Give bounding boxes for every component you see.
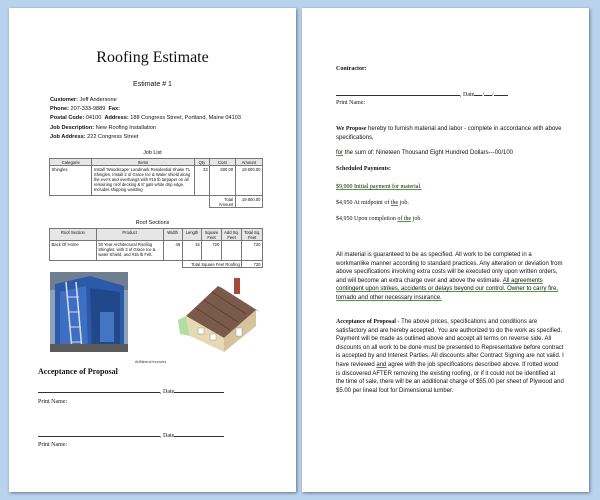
signature-line-1[interactable]: , Date — [38, 389, 224, 395]
estimate-page-2 — [302, 8, 589, 492]
scheduled-payments-label: Scheduled Payments: — [336, 166, 391, 172]
image-caption: ArtMineral Innovers — [135, 360, 167, 364]
customer-name: Jeff Andersone — [79, 97, 117, 103]
roofing-work-photo — [50, 272, 128, 352]
estimate-page-1 — [9, 8, 296, 492]
roof-sections-table: Roof Section Product Width Length Square Feet Add Sq. Feet Total Sq. Feet Back Of Home 30 Year Architectural Roofing Shingles, with 3 of Grace Ice & water Shield, and #15 lb Felt. 48 15 720 720 Total Square Feet Roofing 720 — [51, 229, 261, 267]
payment-initial: $9,900 Initial payment for material. — [336, 184, 422, 190]
job-total: 19 800.00 — [235, 196, 262, 208]
guarantee-paragraph: All material is guaranteed to be as specified. All work to be completed in a workmanlike manner according to standard practices. Any alteration or deviation from above specifications involving extra costs will be executed only upon written orders, and will become an extra charge over and above the estimate. All agreements contingent upon strikes, accidents or delays beyond our control. Owner to carry fire, tornado and other necessary insurance. — [336, 252, 563, 301]
job-address: 222 Congress Street — [87, 133, 139, 140]
page-title: Roofing Estimate — [96, 49, 209, 66]
customer-info: Customer: Jeff Andersone Phone: 207-333-9889 Fax: Postal Code: 04100 Address: 188 Congress Street, Portland, Maine 04103 Job Description: New Roofing Installation Job Address: 222 Congress Street — [50, 97, 241, 140]
contractor-label: Contractor: — [336, 66, 367, 72]
job-list-caption: Job List — [143, 150, 162, 156]
estimate-number: Estimate # 1 — [133, 81, 172, 88]
signature-line-2[interactable]: , Date — [38, 433, 224, 439]
acceptance-heading: Acceptance of Proposal — [38, 367, 118, 376]
customer-phone: 207-333-9889 — [70, 106, 106, 113]
job-list-table: Categorie Items Qty Cost Amount Shingles Install 'Woodscape' Landmark Residential Shake TL Shingles, Install 2 of Grace Ice & Water shield along the eve's and overhangs with #15 lb tarpaper on all remaining roof decking & 8' gals white drip edge. Includes shipping waisting 33 600.00 19 800.00 Total Amount 19 800.00 — [51, 159, 261, 207]
we-propose-paragraph: We Propose hereby to furnish material and labor - complete in accordance with above specifications, — [336, 126, 562, 141]
print-name-2[interactable]: Print Name: — [38, 442, 68, 448]
table-row: Shingles Install 'Woodscape' Landmark Residential Shake TL Shingles, Install 2 of Grace Ice & Water shield along the eve's and overhangs with #15 lb tarpaper on all remaining roof decking & 8' gals white drip edge. Includes shipping waisting 33 600.00 19 800.00 — [50, 166, 263, 196]
payment-midpoint: $4,950 At midpoint of the job. — [336, 200, 409, 206]
acceptance-paragraph: Acceptance of Proposal - The above prices, specifications and conditions are satisfactory and are hereby accepted. You are authorized to do the work as specified. Payment will be made as outlined above and accept all terms on reverse side. All discounts on all work to be done must be presented to Representative before contract is accepted by and Interest Parties. All discounts after Contract Signing are not valid. I have reviewed and agree with the job specifications described above. If rotted wood is discovered AFTER removing the existing roofing, or if it could not be identified at the time of sale, there will be an additional charge of $55.00 per sheet of Plywood and $5.00 per lineal foot for Dimensional lumber. — [336, 319, 564, 394]
payment-completion: $4,950 Upon completion of the job. — [336, 216, 422, 222]
print-name-1[interactable]: Print Name: — [38, 399, 68, 405]
table-row: Back Of Home 30 Year Architectural Roofing Shingles, with 3 of Grace Ice & water Shield, and #15 lb Felt. 48 15 720 720 — [50, 241, 263, 261]
roof-total: 720 — [242, 261, 263, 268]
customer-address: 188 Congress Street, Portland, Maine 04103 — [130, 115, 241, 122]
contractor-signature-line[interactable]: , Date / / — [336, 92, 508, 98]
job-description: New Roofing Installation — [95, 124, 157, 131]
roof-sections-caption: Roof Sections — [135, 220, 170, 226]
contractor-print-name[interactable]: Print Name: — [336, 100, 366, 106]
house-cutaway-illustration — [176, 276, 266, 354]
sum-line: for the sum of: Nineteen Thousand Eight Hundred Dollars---00/100 — [336, 150, 514, 156]
